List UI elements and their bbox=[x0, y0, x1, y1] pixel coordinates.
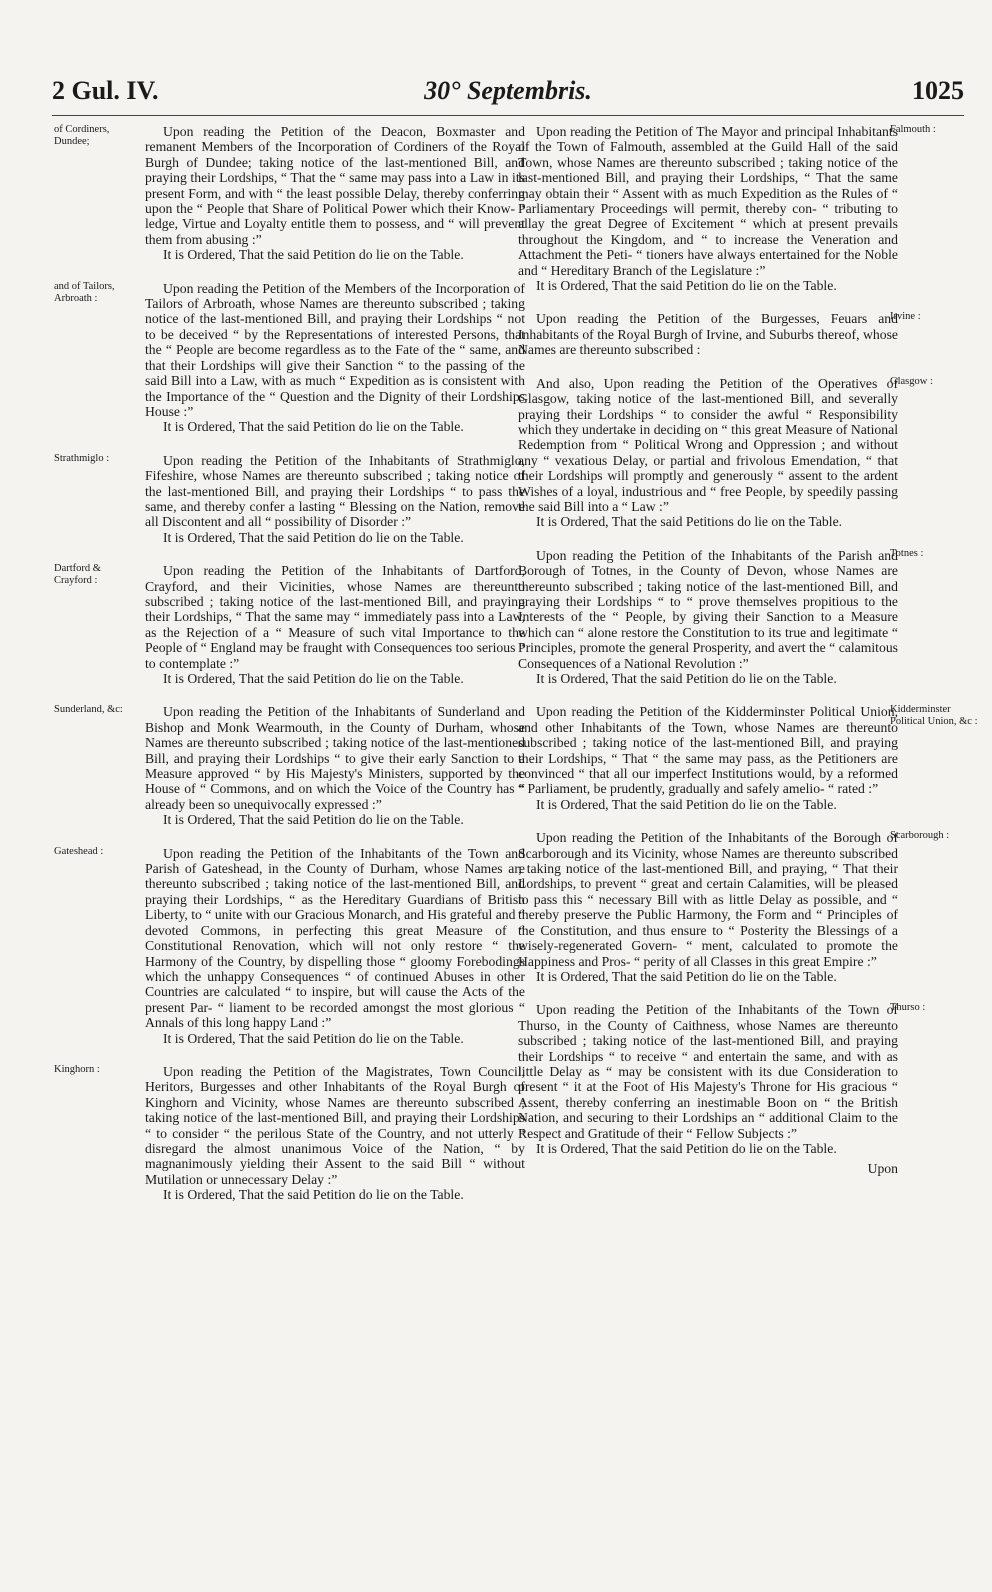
catchword: Upon bbox=[867, 1160, 898, 1176]
petition-entry bbox=[54, 280, 525, 435]
order-text: It is Ordered, That the said Petition do lie on the Table. bbox=[536, 968, 837, 984]
margin-note: Scarborough : bbox=[890, 830, 950, 842]
margin-note: Falmouth : bbox=[890, 124, 936, 135]
petition-text: Upon reading the Petition of the Kidderminster Political Union, and other Inhabitants of the Town, whose Names are thereunto subscribed ; taking notice of the last-mentioned Bill, and praying their Lordships, “ That “ the same may pass, as the Petitioners are convinced “ that all our imperfect Institutions would, by a reformed “ Parliament, be prudently, gradually and safely amelio- “ rated :” bbox=[518, 704, 898, 797]
margin-note: Totnes : bbox=[890, 547, 924, 559]
order-text: It is Ordered, That the said Petition do lie on the Table. bbox=[163, 247, 464, 263]
petition-entry bbox=[54, 124, 525, 263]
order-text: It is Ordered, That the said Petition do lie on the Table. bbox=[536, 796, 837, 812]
order-text: It is Ordered, That the said Petition do lie on the Table. bbox=[163, 671, 464, 686]
header-rule bbox=[52, 115, 964, 116]
margin-note: Thurso : bbox=[890, 1002, 926, 1014]
petition-text: Upon reading the Petition of the Deacon, Boxmaster and remanent Members of the Incorporation of Cordiners of the Royal Burgh of Dundee; taking notice of the last-mentioned Bill, and praying their Lordships, “ That the “ same may pass into a Law in its present Form, and with “ the least possible Delay, thereby conferring upon the “ People that Share of Political Power which their Know- “ ledge, Virtue and Loyalty entitle them to possess, and “ will prevent them from abusing :” bbox=[145, 124, 525, 247]
order-text: It is Ordered, That the said Petition do lie on the Table. bbox=[536, 671, 837, 686]
margin-note: Sunderland, &c: bbox=[54, 704, 123, 716]
petition-entry bbox=[518, 547, 924, 687]
margin-note: Kinghorn : bbox=[54, 1063, 100, 1075]
petition-entry bbox=[518, 375, 933, 530]
petition-text: Upon reading the Petition of the Inhabitants of the Town of Thurso, in the County of Caithness, whose Names are thereunto subscribed ; taking notice of the last-mentioned Bill, and praying their Lordships “ to receive “ and entertain the same, and with as little Delay as “ may be consistent with its due Consideration to present “ it at the Foot of His Majesty's Throne for His gracious “ Assent, thereby conferring an inestimable Boon on “ the British Nation, and securing to their Lordships an “ additional Claim to the Respect and Gratitude of their “ Fellow Subjects :” bbox=[518, 1002, 898, 1141]
petition-text: Upon reading the Petition of the Inhabitants of the Town and Parish of Gateshead, in the County of Durham, whose Names are thereunto subscribed ; taking notice of the last-mentioned Bill, and praying their Lordships, “ as the Hereditary Guardians of British Liberty, to “ unite with our Gracious Monarch, and His grateful and “ devoted Commons, in perfecting this great Measure of “ Constitutional Renovation, which will not only restore “ the Harmony of the Country, by dispelling those “ gloomy Forebodings which the unhappy Consequences “ of continued Abuses in other Countries are calculated “ to inspire, but will cause the Acts of the present Par- “ liament to be recorded amongst the most glorious “ Annals of this long happy Land :” bbox=[145, 845, 525, 1031]
petition-text: Upon reading the Petition of the Burgesses, Feuars and Inhabitants of the Royal Burgh of Irvine, and Suburbs thereof, whose Names are thereunto subscribed : bbox=[518, 311, 898, 358]
order-text: It is Ordered, That the said Petition do lie on the Table. bbox=[163, 1030, 464, 1046]
petition-entry bbox=[518, 704, 978, 812]
petition-text: Upon reading the Petition of The Mayor and principal Inhabitants of the Town of Falmouth, assembled at the Guild Hall of the said Town, whose Names are thereunto subscribed ; taking notice of the last-mentioned Bill, and praying their Lordships, “ That the same may obtain their “ Assent with as much Expedition as the Rules of “ Parliamentary Proceedings will permit, thereby con- “ tributing to allay the great Degree of Excitement “ which at present prevails throughout the Kingdom, and “ to increase the Veneration and Attachment the Peti- “ tioners have always entertained for the Noble and “ Hereditary Branch of the Legislature :” bbox=[518, 124, 898, 278]
order-text: It is Ordered, That the said Petitions do lie on the Table. bbox=[536, 514, 843, 530]
petition-text: Upon reading the Petition of the Inhabitants of Sunderland and Bishop and Monk Wearmouth, in the County of Durham, whose Names are thereunto subscribed ; taking notice of the last-mentioned Bill, and praying their Lordships “ to give their early Sanction to a Measure approved “ by His Majesty's Ministers, supported by the House of “ Commons, and on which the Voice of the Country has “ already been so unequivocally expressed :” bbox=[145, 704, 525, 812]
petition-entry bbox=[518, 311, 921, 358]
petition-text: Upon reading the Petition of the Magistrates, Town Council, Heritors, Burgesses and other Inhabitants of the Royal Burgh of Kinghorn and Vicinity, whose Names are thereunto subscribed ; taking notice of the last-mentioned Bill, and praying their Lordships “ to consider “ the perilous State of the Country, and not utterly “ disregard the almost unanimous Voice of the Nation, “ by magnanimously yielding their Assent to the said Bill “ without Mutilation or unnecessary Delay :” bbox=[145, 1063, 525, 1187]
margin-note: Strathmiglo : bbox=[54, 452, 110, 464]
petition-text: Upon reading the Petition of the Members of the Incorporation of Tailors of Arbroath, whose Names are thereunto subscribed ; taking notice of the last-mentioned Bill, and praying their Lordships “ not to be deceived “ by the Representations of interested Persons, that the “ People are become regardless as to the Fate of the “ same, and that their Lordships will give their Sanction “ to the passing of the said Bill into a Law, with as much “ Expedition as is consistent with the Importance of the “ Question and the Dignity of their Lordships House :” bbox=[145, 280, 525, 419]
petition-text: Upon reading the Petition of the Inhabitants of the Borough of Scarborough and its Vicinity, whose Names are thereunto subscribed ; taking notice of the last-mentioned Bill, and praying, “ That their Lordships, to prevent “ great and certain Calamities, will be pleased to pass this “ necessary Bill with as little Delay as possible, and “ thereby preserve the Public Harmony, the Form and “ Principles of the Constitution, and thus ensure to “ Posterity the Blessings of a wisely-regenerated Govern- “ ment, calculated to promote the Happiness and Pros- “ perity of all Classes in this great Empire :” bbox=[518, 830, 898, 969]
petition-entry bbox=[54, 452, 525, 545]
page-header bbox=[52, 76, 964, 116]
margin-note: Gateshead : bbox=[54, 845, 104, 857]
order-text: It is Ordered, That the said Petition do lie on the Table. bbox=[163, 1187, 464, 1203]
petition-text: And also, Upon reading the Petition of the Operatives of Glasgow, taking notice of the last-mentioned Bill, and severally praying their Lordships “ to consider the awful “ Responsibility which they undertake in deciding on “ this great Measure of National Redemption from “ Political Wrong and Oppression ; and without any “ vexatious Delay, or partial and frivolous Emendation, “ that their Lordships will promptly and generously “ assent to the ardent Wishes of a loyal, industrious and “ free People, by speedily passing the said Bill into a “ Law :” bbox=[518, 375, 898, 514]
margin-note: Dartford & Crayford : bbox=[54, 563, 101, 587]
left-column bbox=[54, 124, 525, 1221]
petition-entry bbox=[518, 124, 936, 294]
page-date: 30° Septembris. bbox=[424, 76, 592, 105]
page-number: 1025 bbox=[912, 76, 964, 105]
petition-text: Upon reading the Petition of the Inhabitants of the Parish and Borough of Totnes, in the County of Devon, whose Names are thereunto subscribed ; taking notice of the last-mentioned Bill, and praying their Lordships “ to “ prove themselves propitious to the Interests of the “ People, by giving their Sanction to a Measure which can “ alone restore the Constitution to its true and legitimate “ Principles, promote the general Prosperity, and avert the “ calamitous Consequences of a National Revolution :” bbox=[518, 547, 898, 671]
petition-entry bbox=[518, 830, 950, 984]
petition-text: Upon reading the Petition of the Inhabitants of Dartford, Crayford, and their Vicinities, whose Names are thereunto subscribed ; taking notice of the last-mentioned Bill, and praying their Lordships, “ That the same may “ immediately pass into a Law, as the Rejection of a “ Measure of such vital Importance to the People of “ England may be fraught with Consequences too serious “ to contemplate :” bbox=[145, 563, 525, 671]
order-text: It is Ordered, That the said Petition do lie on the Table. bbox=[536, 1140, 837, 1156]
petition-entry bbox=[54, 704, 525, 828]
petition-entry bbox=[54, 1063, 525, 1203]
order-text: It is Ordered, That the said Petition do lie on the Table. bbox=[163, 812, 464, 828]
petition-entry bbox=[518, 1002, 926, 1176]
margin-note: Glasgow : bbox=[890, 375, 933, 387]
petition-text: Upon reading the Petition of the Inhabitants of Strathmiglo, Fifeshire, whose Names are thereunto subscribed ; taking notice of the last-mentioned Bill, and praying their Lordships “ to pass the same, and thereby confer a lasting “ Blessing on the Nation, remove all Discontent and all “ possibility of Disorder :” bbox=[145, 452, 525, 530]
margin-note: and of Tailors, Arbroath : bbox=[54, 280, 115, 304]
margin-note: Kidderminster Political Union, &c : bbox=[890, 704, 978, 728]
petition-entry bbox=[54, 845, 525, 1046]
order-text: It is Ordered, That the said Petition do lie on the Table. bbox=[536, 278, 837, 294]
right-column bbox=[518, 124, 978, 1176]
regnal-year: 2 Gul. IV. bbox=[52, 76, 159, 105]
margin-note: of Cordiners, Dundee; bbox=[54, 124, 110, 147]
order-text: It is Ordered, That the said Petition do lie on the Table. bbox=[163, 419, 464, 435]
margin-note: Irvine : bbox=[890, 311, 921, 323]
order-text: It is Ordered, That the said Petition do lie on the Table. bbox=[163, 529, 464, 545]
petition-entry bbox=[54, 563, 525, 686]
